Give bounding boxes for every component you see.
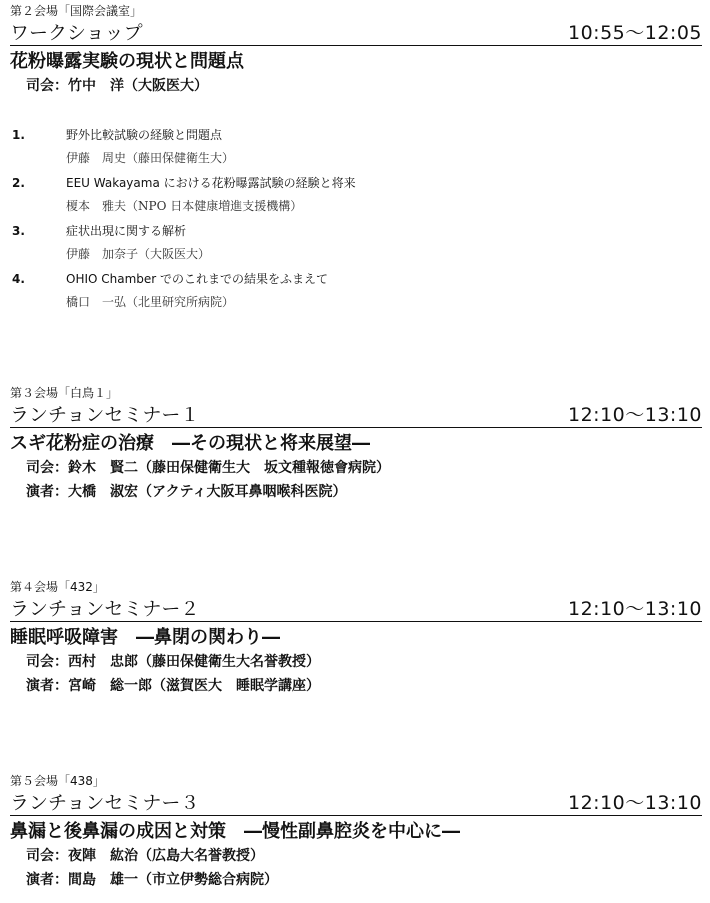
session-time: 10:55～12:05	[567, 22, 702, 44]
session-speaker: 演者：間島 雄一（市立伊勢総合病院）	[26, 872, 278, 888]
talk-speaker: 橋口 一弘（北里研究所病院）	[66, 295, 235, 309]
session-header	[10, 597, 702, 622]
session-workshop	[10, 4, 702, 316]
session-header	[10, 791, 702, 816]
session-type: ランチョンセミナー２	[10, 598, 200, 620]
talk-title: 野外比較試験の経験と問題点	[66, 128, 223, 142]
talk-number: 2.	[12, 176, 25, 190]
talk-list	[10, 124, 702, 316]
talk-speaker: 伊藤 周史（藤田保健衛生大）	[66, 151, 235, 165]
session-title: 鼻漏と後鼻漏の成因と対策 ―慢性副鼻腔炎を中心に―	[10, 821, 460, 842]
session-title: 花粉曝露実験の現状と問題点	[10, 51, 244, 72]
session-luncheon-1	[10, 386, 702, 504]
talk-number: 3.	[12, 224, 25, 238]
talk-title: EEU Wakayama における花粉曝露試験の経験と将来	[66, 176, 356, 190]
talk-item	[10, 268, 702, 316]
session-chair: 司会：西村 忠郎（藤田保健衛生大名誉教授）	[26, 654, 320, 670]
talk-title: 症状出現に関する解析	[66, 224, 187, 238]
session-venue: 第２会場「国際会議室」	[10, 4, 143, 18]
session-luncheon-2	[10, 580, 702, 698]
talk-speaker: 榎本 雅夫（NPO 日本健康増進支援機構）	[66, 199, 303, 213]
session-venue: 第３会場「白鳥１」	[10, 386, 119, 400]
talk-number: 1.	[12, 128, 25, 142]
talk-item	[10, 124, 702, 172]
session-chair: 司会：鈴木 賢二（藤田保健衛生大 坂文種報徳會病院）	[26, 460, 390, 476]
session-type: ランチョンセミナー３	[10, 792, 200, 814]
session-venue: 第４会場「432」	[10, 580, 105, 594]
session-header	[10, 21, 702, 46]
session-chair: 司会：夜陣 紘治（広島大名誉教授）	[26, 848, 264, 864]
session-title: 睡眠呼吸障害 ―鼻閉の関わり―	[10, 627, 280, 648]
session-luncheon-3	[10, 774, 702, 892]
talk-item	[10, 220, 702, 268]
session-chair: 司会：竹中 洋（大阪医大）	[26, 78, 208, 94]
session-type: ランチョンセミナー１	[10, 404, 200, 426]
session-time: 12:10～13:10	[567, 598, 702, 620]
session-header	[10, 403, 702, 428]
talk-number: 4.	[12, 272, 25, 286]
session-speaker: 演者：大橋 淑宏（アクティ大阪耳鼻咽喉科医院）	[26, 484, 347, 500]
session-time: 12:10～13:10	[567, 404, 702, 426]
talk-item	[10, 172, 702, 220]
session-speaker: 演者：宮崎 総一郎（滋賀医大 睡眠学講座）	[26, 678, 320, 694]
session-venue: 第５会場「438」	[10, 774, 105, 788]
session-time: 12:10～13:10	[567, 792, 702, 814]
session-title: スギ花粉症の治療 ―その現状と将来展望―	[10, 433, 370, 454]
talk-speaker: 伊藤 加奈子（大阪医大）	[66, 247, 211, 261]
talk-title: OHIO Chamber でのこれまでの結果をふまえて	[66, 272, 329, 286]
session-type: ワークショップ	[10, 22, 143, 44]
